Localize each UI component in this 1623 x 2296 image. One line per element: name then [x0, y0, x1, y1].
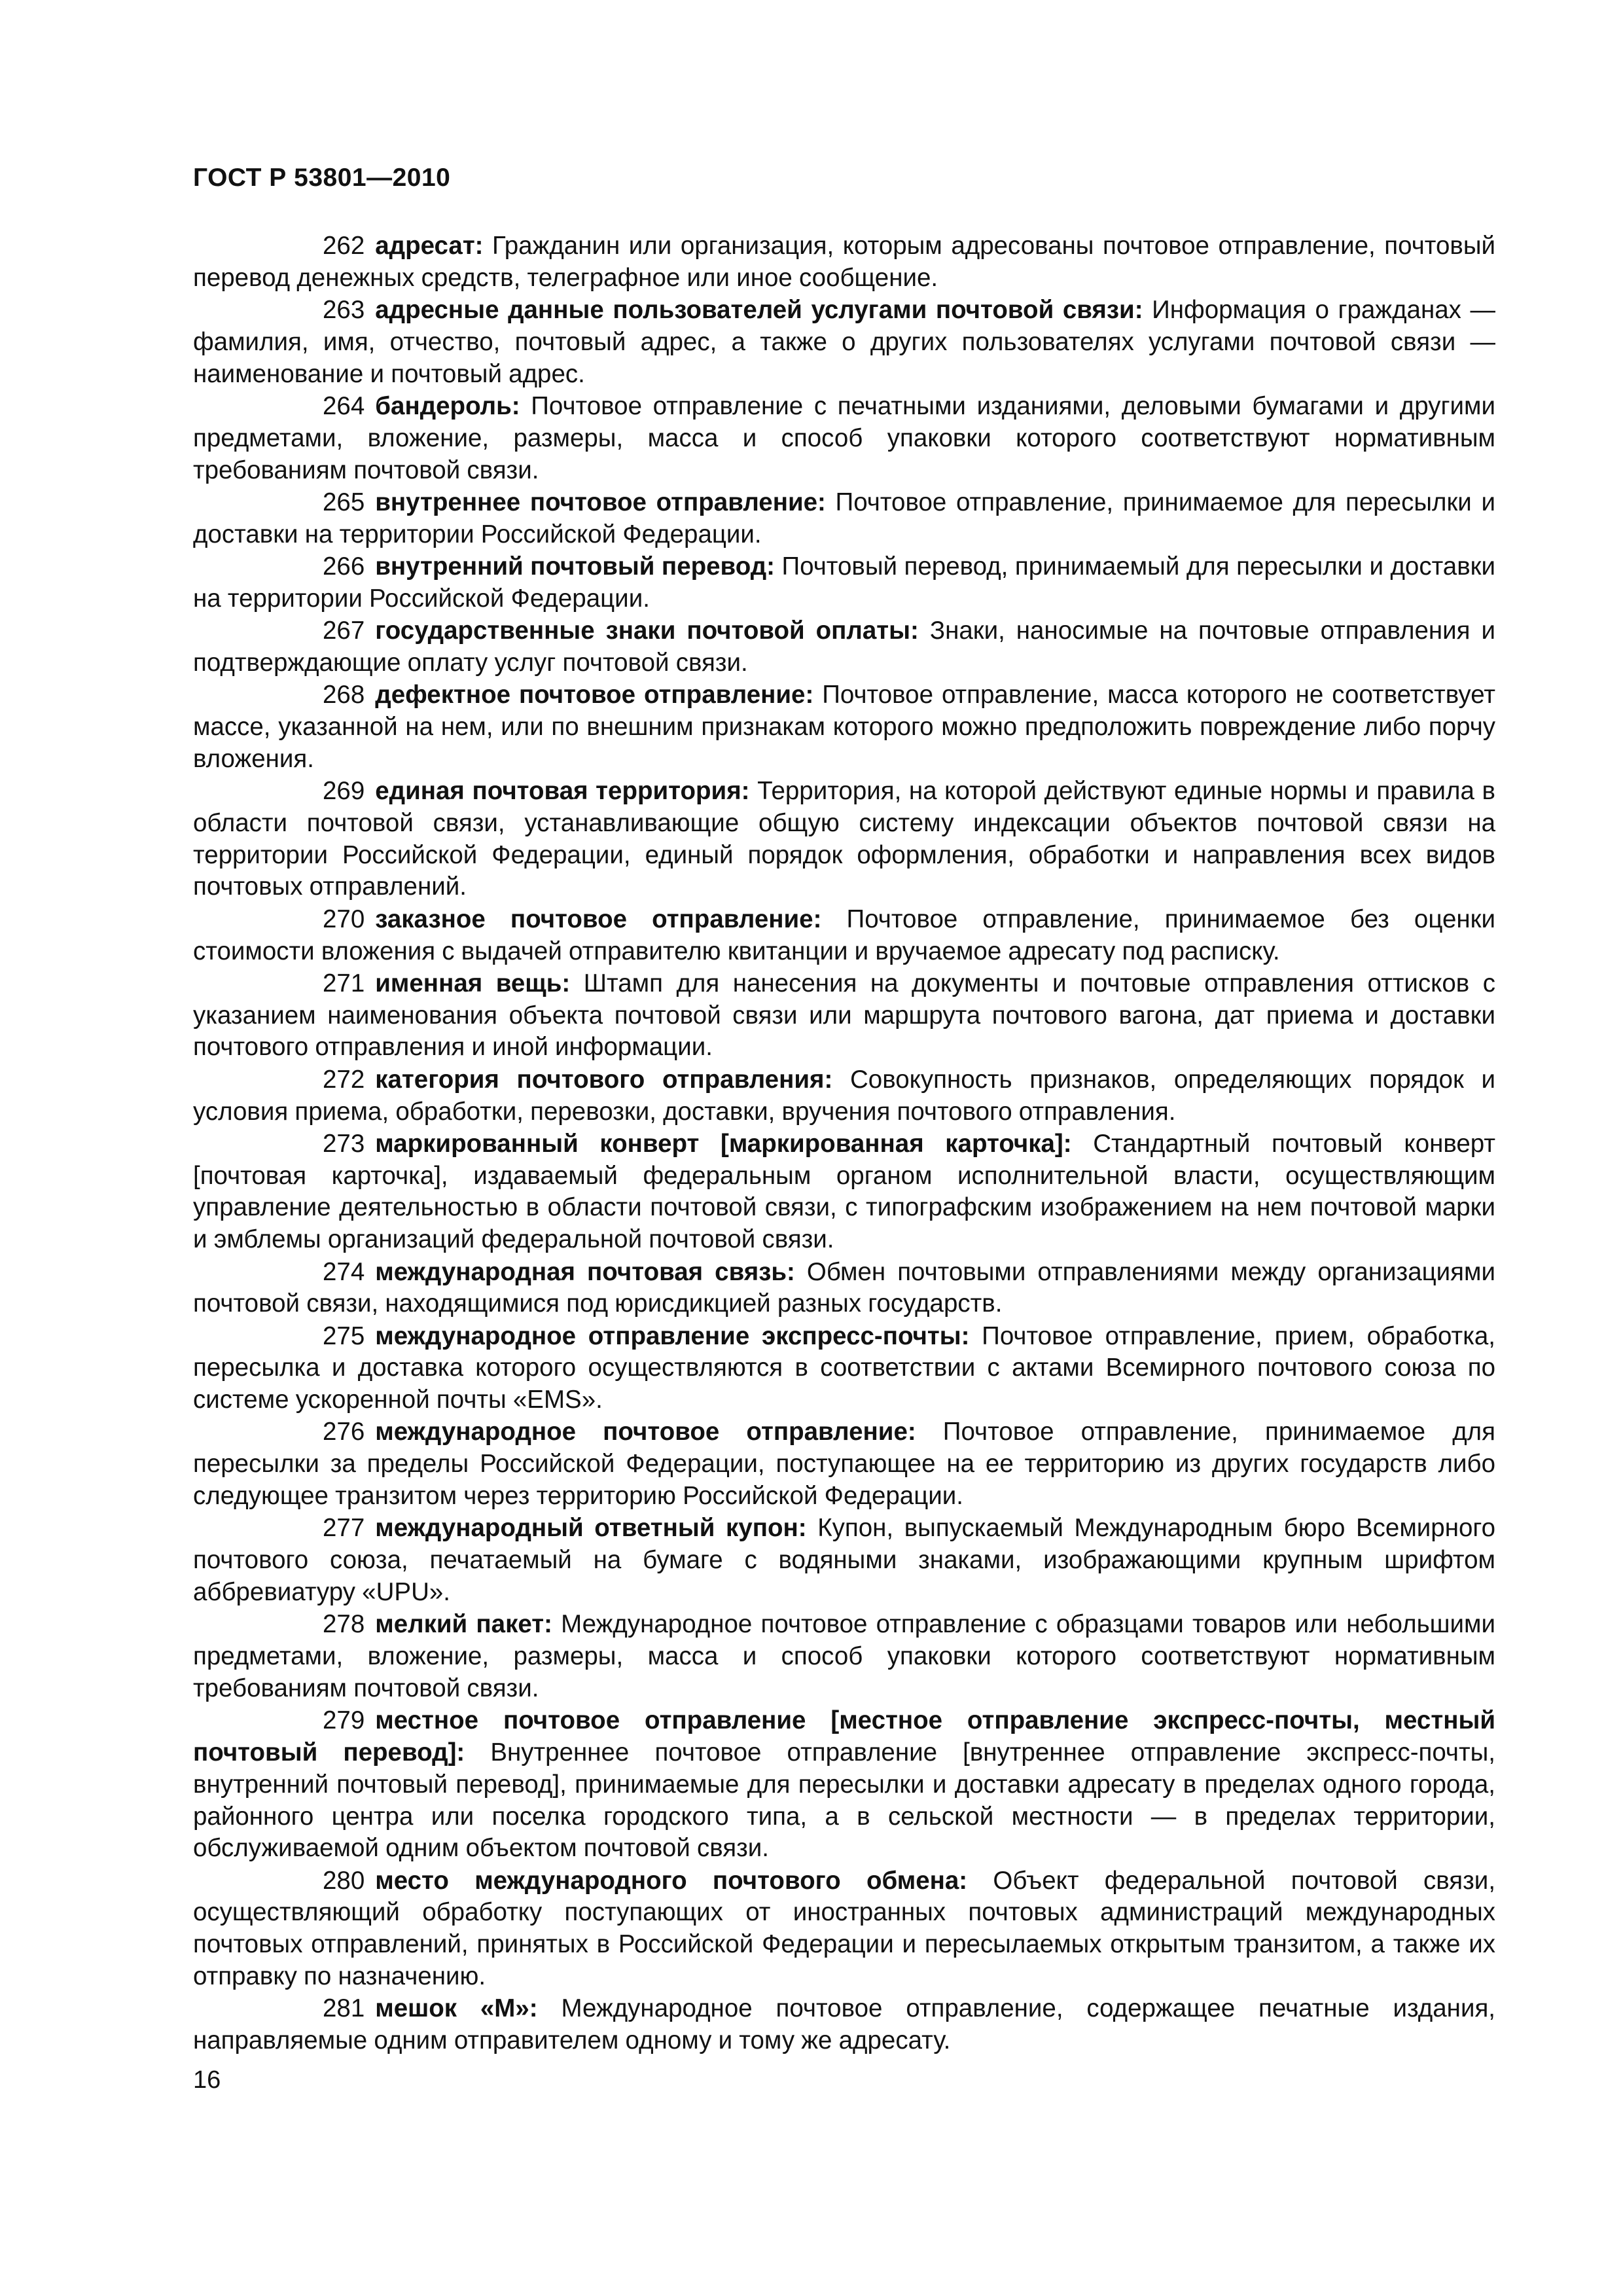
term-title: именная вещь:	[375, 969, 571, 997]
term-definition: Гражданин или организация, которым адресованы почтовое отправление, почтовый перевод денежных средств, телеграфное или иное сообщение.	[193, 232, 1495, 292]
term-entry-265	[193, 487, 1495, 551]
term-title: адресные данные пользователей услугами почтовой связи:	[375, 296, 1143, 325]
term-title: внутренний почтовый перевод:	[375, 552, 775, 581]
term-title: внутреннее почтовое отправление:	[375, 488, 826, 516]
term-title: мелкий пакет:	[375, 1610, 552, 1639]
term-entry-277	[193, 1513, 1495, 1608]
term-entry-266	[193, 551, 1495, 615]
term-entry-268	[193, 679, 1495, 775]
term-title: местное почтовое отправление [местное отправление экспресс-почты, местный почтовый перевод]:	[193, 1706, 1495, 1767]
term-definition: Почтовое отправление, масса которого не соответствует массе, указанной на нем, или по внешним признакам которого можно предположить повреждение либо порчу вложения.	[193, 681, 1495, 773]
term-number: 278	[323, 1610, 365, 1639]
term-number: 268	[323, 681, 365, 709]
term-definition: Территория, на которой действуют единые нормы и правила в области почтовой связи, устанавливающие общую систему индексации объектов почтовой связи на территории Российской Федерации, единый порядок оформления, обработки и направления всех видов почтовых отправлений.	[193, 777, 1495, 901]
term-definition: Информация о гражданах — фамилия, имя, отчество, почтовый адрес, а также о других пользователях услугами почтовой связи — наименование и почтовый адрес.	[193, 296, 1495, 388]
term-entry-273	[193, 1128, 1495, 1256]
term-number: 263	[323, 296, 365, 325]
term-entry-278	[193, 1609, 1495, 1704]
term-entry-262	[193, 230, 1495, 295]
document-header: ГОСТ Р 53801—2010	[193, 164, 451, 192]
term-definition: Обмен почтовыми отправлениями между организациями почтовой связи, находящимися под юрисдикцией разных государств.	[193, 1257, 1495, 1318]
term-definition: Почтовое отправление с печатными изданиями, деловыми бумагами и другими предметами, вложение, размеры, масса и способ упаковки которого соответствуют нормативным требованиям почтовой связи.	[193, 391, 1495, 484]
term-entry-263	[193, 295, 1495, 390]
term-definition: Почтовое отправление, принимаемое без оценки стоимости вложения с выдачей отправителю квитанции и вручаемое адресату под расписку.	[193, 905, 1495, 965]
term-definition: Почтовое отправление, принимаемое для пересылки за пределы Российской Федерации, поступающее на ее территорию из других государств либо следующее транзитом через территорию Российской Федерации.	[193, 1418, 1495, 1511]
term-definition: Знаки, наносимые на почтовые отправления и подтверждающие оплату услуг почтовой связи.	[193, 617, 1495, 677]
term-entry-264	[193, 391, 1495, 486]
term-entry-275	[193, 1321, 1495, 1416]
term-title: маркированный конверт [маркированная карточка]:	[375, 1129, 1072, 1158]
term-title: дефектное почтовое отправление:	[375, 681, 814, 709]
term-definition: Почтовое отправление, прием, обработка, пересылка и доставка которого осуществляются в соответствии с актами Всемирного почтового союза по системе ускоренной почты «EMS».	[193, 1321, 1495, 1414]
term-title: международное почтовое отправление:	[375, 1418, 916, 1446]
term-definition: Штамп для нанесения на документы и почтовые отправления оттисков с указанием наименования объекта почтовой связи или маршрута почтового вагона, дат приема и доставки почтового отправления и иной информации.	[193, 969, 1496, 1062]
term-entry-281	[193, 1993, 1495, 2057]
term-number: 281	[323, 1994, 365, 2023]
term-number: 269	[323, 777, 365, 806]
term-title: государственные знаки почтовой оплаты:	[375, 617, 919, 645]
term-title: бандероль:	[375, 391, 520, 420]
term-title: категория почтового отправления:	[375, 1065, 833, 1094]
term-entry-280	[193, 1865, 1495, 1993]
term-number: 274	[323, 1257, 365, 1286]
term-title: мешок «М»:	[375, 1994, 538, 2023]
term-entry-279	[193, 1705, 1495, 1865]
term-entry-270	[193, 904, 1495, 968]
term-definition: Стандартный почтовый конверт [почтовая карточка], издаваемый федеральным органом исполнительной власти, осуществляющим управление деятельностью в области почтовой связи, с типографским изображением на нем почтовой марки и эмблемы организаций федеральной почтовой связи.	[193, 1129, 1495, 1254]
term-title: заказное почтовое отправление:	[375, 905, 822, 933]
term-entry-274	[193, 1257, 1495, 1321]
term-number: 270	[323, 905, 365, 933]
terms-list	[193, 230, 1495, 2057]
term-number: 280	[323, 1866, 365, 1895]
term-entry-276	[193, 1416, 1495, 1512]
term-number: 273	[323, 1129, 365, 1158]
term-definition: Купон, выпускаемый Международным бюро Всемирного почтового союза, печатаемый на бумаге с водяными знаками, изображающими крупным шрифтом аббревиатуру «UPU».	[193, 1514, 1495, 1606]
page-number: 16	[193, 2066, 221, 2094]
term-number: 272	[323, 1065, 365, 1094]
term-number: 265	[323, 488, 365, 516]
term-entry-272	[193, 1064, 1495, 1128]
term-title: международный ответный купон:	[375, 1514, 807, 1543]
term-title: международное отправление экспресс-почты:	[375, 1321, 970, 1350]
term-number: 267	[323, 617, 365, 645]
term-number: 276	[323, 1418, 365, 1446]
term-definition: Объект федеральной почтовой связи, осуществляющий обработку поступающих от иностранных почтовых администраций международных почтовых отправлений, принятых в Российской Федерации и пересылаемых открытым транзитом, а также их отправку по назначению.	[193, 1866, 1496, 1991]
term-definition: Совокупность признаков, определяющих порядок и условия приема, обработки, перевозки, доставки, вручения почтового отправления.	[193, 1065, 1495, 1126]
term-title: адресат:	[375, 232, 484, 260]
term-number: 264	[323, 391, 365, 420]
term-title: международная почтовая связь:	[375, 1257, 795, 1286]
term-entry-267	[193, 615, 1495, 679]
term-entry-271	[193, 968, 1495, 1064]
term-number: 266	[323, 552, 365, 581]
term-definition: Почтовое отправление, принимаемое для пересылки и доставки на территории Российской Федерации.	[193, 488, 1495, 548]
term-definition: Внутреннее почтовое отправление [внутреннее отправление экспресс-почты, внутренний почтовый перевод], принимаемые для пересылки и доставки адресату в пределах одного города, районного центра или поселка городского типа, а в сельской местности — в пределах территории, обслуживаемой одним объектом почтовой связи.	[193, 1738, 1495, 1863]
term-number: 275	[323, 1321, 365, 1350]
term-definition: Международное почтовое отправление, содержащее печатные издания, направляемые одним отправителем одному и тому же адресату.	[193, 1994, 1495, 2055]
term-number: 279	[323, 1706, 365, 1735]
term-number: 271	[323, 969, 365, 997]
term-title: место международного почтового обмена:	[375, 1866, 968, 1895]
term-number: 262	[323, 232, 365, 260]
term-definition: Международное почтовое отправление с образцами товаров или небольшими предметами, вложение, размеры, масса и способ упаковки которого соответствуют нормативным требованиям почтовой связи.	[193, 1610, 1495, 1702]
term-definition: Почтовый перевод, принимаемый для пересылки и доставки на территории Российской Федерации.	[193, 552, 1495, 613]
term-entry-269	[193, 776, 1495, 903]
term-title: единая почтовая территория:	[375, 777, 750, 806]
term-number: 277	[323, 1514, 365, 1543]
